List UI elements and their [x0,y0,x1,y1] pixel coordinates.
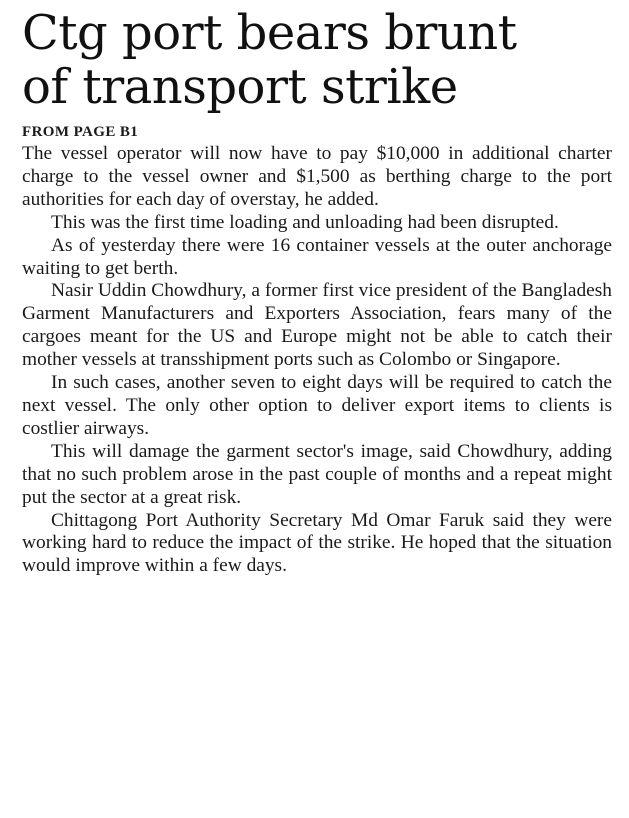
headline [22,6,612,114]
paragraph: This was the first time loading and unloading had been disrupted. [51,211,559,233]
article-body [22,143,612,578]
news-article [22,6,612,578]
paragraph: In such cases, another seven to eight days will be required to catch the next vessel. The only other option to deliver export items to clients is costlier airways. [22,372,612,439]
headline-line-2: of transport strike [22,59,458,115]
paragraph: This will damage the garment sector's image, said Chowdhury, adding that no such problem arose in the past couple of months and a repeat might put the sector at a great risk. [22,440,612,508]
paragraph: As of yesterday there were 16 container vessels at the outer anchorage waiting to get berth. [22,234,612,279]
paragraph: The vessel operator will now have to pay $10,000 in additional charter charge to the vessel owner and $1,500 as berthing charge to the port authorities for each day of overstay, he added. [22,143,612,210]
headline-line-1: Ctg port bears brunt [22,5,517,61]
paragraph: Nasir Uddin Chowdhury, a former first vice president of the Bangladesh Garment Manufacturers and Exporters Association, fears many of the cargoes meant for the US and Europe might not be able to catch their mother vessels at transshipment ports such as Colombo or Singapore. [22,280,612,371]
paragraph: Chittagong Port Authority Secretary Md Omar Faruk said they were working hard to reduce the impact of the strike. He hoped that the situation would improve within a few days. [22,509,612,577]
jump-label: FROM PAGE B1 [22,124,139,140]
